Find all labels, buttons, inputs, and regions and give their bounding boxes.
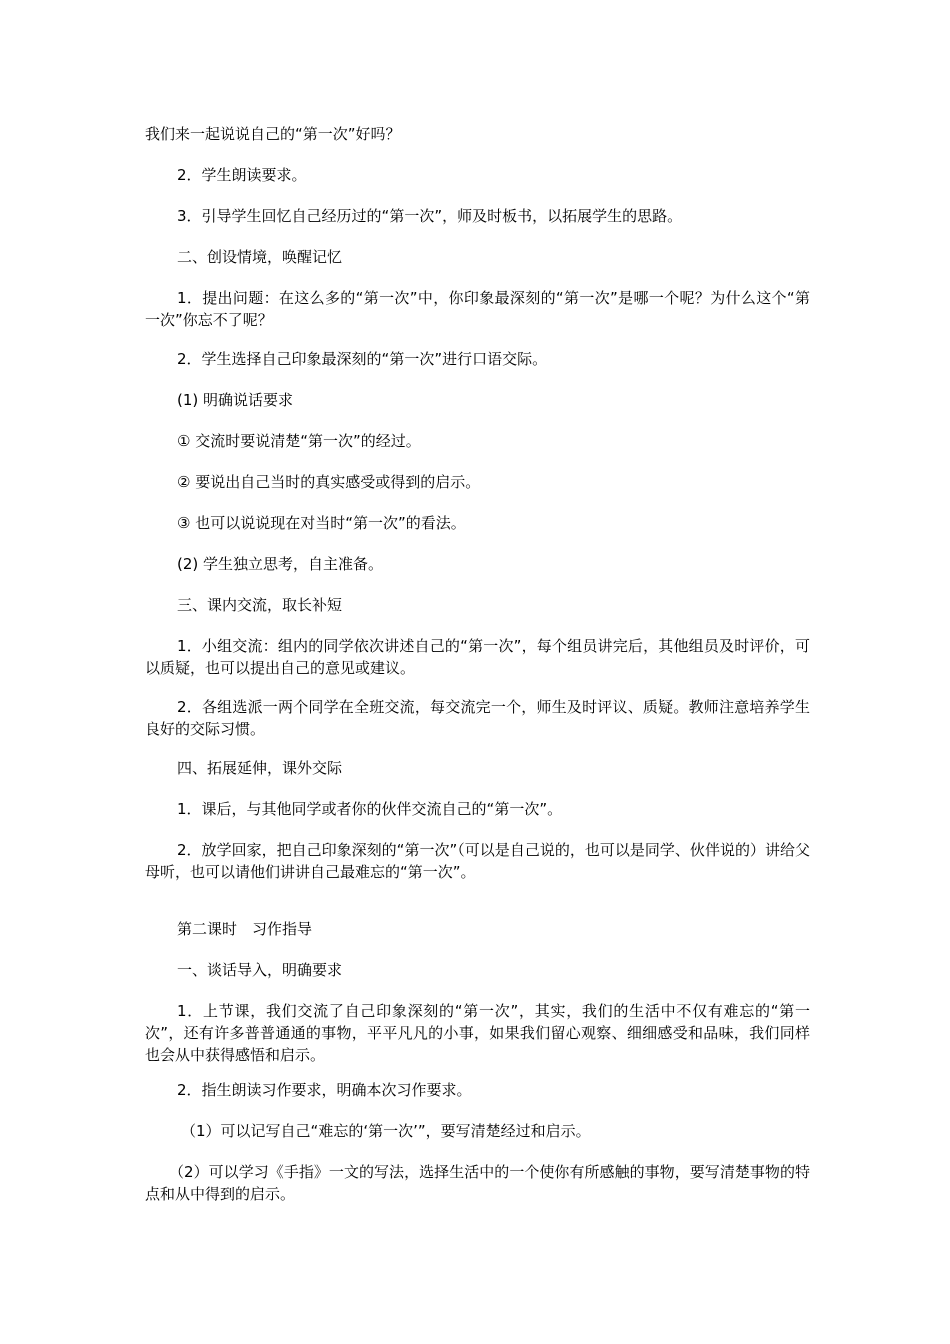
paragraph: 1．课后，与其他同学或者你的伙伴交流自己的“第一次”。 — [177, 800, 563, 818]
paragraph: (2) 学生独立思考，自主准备。 — [177, 555, 384, 573]
paragraph: 1．提出问题：在这么多的“第一次”中，你印象最深刻的“第一次”是哪一个呢？为什么这个“第一次”你忘不了呢？ — [145, 289, 810, 329]
section-heading: 四、拓展延伸，课外交际 — [177, 759, 343, 777]
paragraph: 1．上节课，我们交流了自己印象深刻的“第一次”，其实，我们的生活中不仅有难忘的“第一次”，还有许多普普通通的事物，平平凡凡的小事，如果我们留心观察、细细感受和品味，我们同样也会从中获得感悟和启示。 — [145, 1002, 810, 1064]
list-item: ② 要说出自己当时的真实感受或得到的启示。 — [177, 473, 481, 491]
paragraph: (1) 明确说话要求 — [177, 391, 294, 409]
list-item: （1）可以记写自己“难忘的‘第一次’”，要写清楚经过和启示。 — [181, 1122, 591, 1140]
lesson-heading: 第二课时 习作指导 — [177, 920, 313, 938]
section-heading: 一、谈话导入，明确要求 — [177, 961, 343, 979]
section-heading: 三、课内交流，取长补短 — [177, 596, 343, 614]
paragraph: 2．各组选派一两个同学在全班交流，每交流完一个，师生及时评议、质疑。教师注意培养学生良好的交际习惯。 — [145, 698, 810, 738]
paragraph: 2．指生朗读习作要求，明确本次习作要求。 — [177, 1081, 472, 1099]
paragraph: 3．引导学生回忆自己经历过的“第一次”，师及时板书，以拓展学生的思路。 — [177, 207, 683, 225]
section-heading: 二、创设情境，唤醒记忆 — [177, 248, 343, 266]
list-item: ③ 也可以说说现在对当时“第一次”的看法。 — [177, 514, 466, 532]
paragraph: 2．放学回家，把自己印象深刻的“第一次”（可以是自己说的，也可以是同学、伙伴说的）讲给父母听，也可以请他们讲讲自己最难忘的“第一次”。 — [145, 841, 810, 881]
paragraph: 1．小组交流：组内的同学依次讲述自己的“第一次”，每个组员讲完后，其他组员及时评价，可以质疑，也可以提出自己的意见或建议。 — [145, 637, 810, 677]
paragraph: 我们来一起说说自己的“第一次”好吗？ — [145, 125, 401, 143]
list-item: （2）可以学习《手指》一文的写法，选择生活中的一个使你有所感触的事物，要写清楚事物的特点和从中得到的启示。 — [145, 1163, 810, 1203]
paragraph: 2．学生朗读要求。 — [177, 166, 307, 184]
list-item: ① 交流时要说清楚“第一次”的经过。 — [177, 432, 421, 450]
paragraph: 2．学生选择自己印象最深刻的“第一次”进行口语交际。 — [177, 350, 548, 368]
